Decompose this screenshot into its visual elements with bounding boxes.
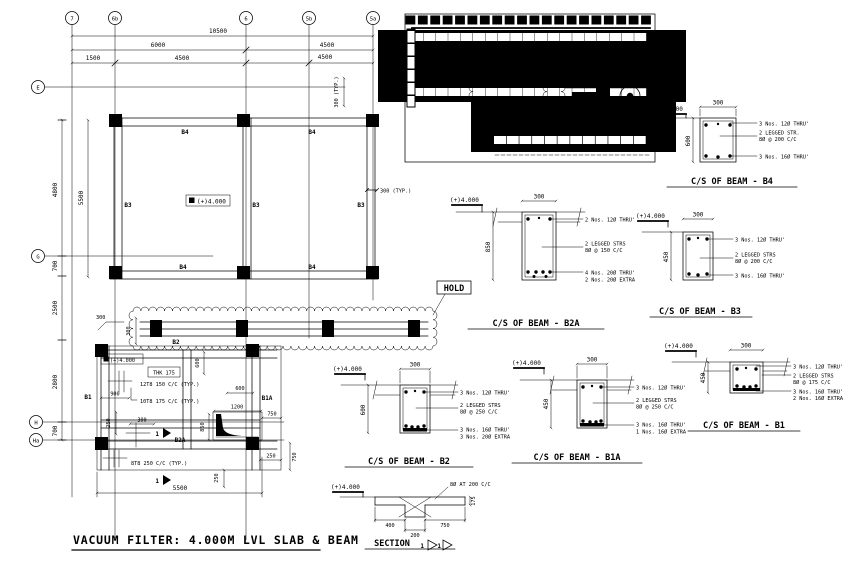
hold-tag: HOLD	[443, 284, 465, 294]
beam-label-b4: B4	[308, 264, 316, 271]
rebar-note-1: 12T8 150 C/C (TYP.)	[140, 382, 200, 388]
beam-label-b2: B2	[172, 339, 180, 346]
dim-1200: 1200	[230, 404, 244, 411]
dim-2800: 2800	[52, 374, 59, 390]
column	[246, 437, 259, 450]
dim-4500-r3a: 4500	[174, 55, 190, 62]
grid-bubble-5b: 5b	[305, 16, 313, 23]
left-dimensions	[52, 120, 88, 440]
dim-4500-r2: 4500	[319, 42, 335, 49]
section-mark-number: 1	[155, 431, 159, 438]
rebar-note: 3 Nos. 16Ø THRU'	[735, 273, 785, 280]
beam-section-b2a	[450, 194, 636, 330]
beam-section-b1	[664, 343, 844, 432]
drawing-title: VACUUM FILTER: 4.000M LVL SLAB & BEAM	[73, 533, 359, 547]
column	[150, 320, 162, 337]
section-title: C/S OF BEAM - B1A	[533, 453, 621, 463]
beam-label-b4: B4	[179, 264, 187, 271]
height-dim: 600	[360, 404, 367, 416]
rebar-note: 3 Nos. 16Ø THRU'	[793, 389, 843, 396]
level-label: (+)4.000	[331, 484, 360, 491]
drawing-title-block	[72, 533, 359, 550]
column	[236, 320, 248, 337]
rebar-note: 3 Nos. 16Ø THRU'	[759, 154, 809, 161]
width-dim: 300	[692, 211, 704, 219]
dim-300-typ-right: 300 (TYP.)	[380, 188, 412, 195]
beam-section-b1a	[512, 357, 687, 464]
stirrup-note: 2 LEGGED STR.	[759, 130, 800, 137]
dim-300b: 300	[126, 326, 132, 336]
stirrup-note-2: 8Ø @ 200 C/C	[759, 137, 797, 143]
level-label: (+)4.000	[333, 366, 362, 373]
width-dim: 300	[533, 193, 545, 201]
dim-4500-r3b: 4500	[317, 54, 333, 61]
section-title: C/S OF BEAM - B4	[691, 177, 773, 187]
column	[366, 114, 379, 127]
dim-900: 900	[110, 391, 120, 398]
beam-section-b2	[333, 362, 511, 468]
column	[408, 320, 420, 337]
section-flag-number: 1	[437, 543, 441, 550]
rebar-note: 3 Nos. 12Ø THRU'	[636, 385, 686, 392]
section-flag	[428, 540, 437, 550]
dim-250c: 250	[214, 473, 220, 483]
rebar-note-extra: 2 Nos. 16Ø EXTRA	[793, 396, 843, 402]
section-title: C/S OF BEAM - B3	[659, 307, 741, 317]
beam-label-b4: B4	[181, 129, 189, 136]
grid-bubble-7: 7	[70, 16, 74, 23]
height-dim: 450	[700, 372, 707, 384]
height-dim: 450	[663, 251, 670, 263]
rebar-note: 3 Nos. 12Ø THRU'	[759, 121, 809, 128]
dim-850: 850	[200, 422, 206, 432]
beam-label-b2a: B2A	[174, 437, 186, 444]
dim-750b: 750	[292, 452, 298, 462]
dim-250a: 250	[106, 418, 112, 428]
rebar-note: 3 Nos. 16Ø THRU'	[636, 422, 686, 429]
column	[366, 266, 379, 279]
beam-label-b1: B1	[84, 394, 92, 401]
beam-section-b4	[654, 100, 809, 188]
beam-section-b3	[636, 212, 785, 318]
dim-700a: 700	[52, 260, 59, 272]
rebar-note: 3 Nos. 12Ø THRU'	[460, 390, 510, 397]
rebar-note: 3 Nos. 12Ø THRU'	[735, 237, 785, 244]
dim-300-typ-5b: 300 (TYP.)	[334, 76, 340, 108]
dim-175: 175	[471, 496, 477, 506]
beam-label-b3: B3	[252, 202, 260, 209]
dim-6000: 6000	[150, 42, 166, 49]
slab-level-label: (+)4.000	[197, 198, 226, 206]
column	[95, 344, 108, 357]
thk-label: THK 175	[153, 370, 175, 377]
section-title: SECTION	[374, 539, 410, 549]
column	[109, 114, 122, 127]
stirrup-note: 2 LEGGED STRS	[793, 373, 834, 380]
section-cut-mark	[163, 475, 171, 485]
rebar-note-extra: 1 Nos. 16Ø EXTRA	[636, 429, 686, 436]
upper-plan-top-dimensions	[72, 28, 373, 108]
rebar-note: 3 Nos. 12Ø THRU'	[793, 364, 843, 371]
dim-5500: 5500	[78, 190, 85, 206]
rebar-note: 4 Nos. 20Ø THRU'	[585, 270, 635, 277]
grid-bubble-g: G	[36, 254, 40, 261]
section-flag	[443, 540, 452, 550]
rebar-note-2: 10T8 175 C/C (TYP.)	[140, 399, 200, 405]
level-label: (+)4.000	[450, 197, 479, 204]
level-label: (+)4.000	[512, 360, 541, 367]
level-label: (+)4.000	[636, 213, 665, 220]
dim-750: 750	[440, 523, 450, 529]
upper-plan	[109, 114, 411, 279]
beam-label-b4: B4	[308, 129, 316, 136]
section-flag-number: 1	[420, 543, 424, 550]
grid-bubble-6b: 6b	[111, 16, 119, 23]
grid-bubble-6: 6	[244, 16, 248, 23]
section-title: C/S OF BEAM - B2A	[492, 319, 580, 329]
column	[109, 266, 122, 279]
dim-10500: 10500	[208, 28, 228, 35]
column	[237, 114, 250, 127]
slab-level-label: (+)4.000	[110, 358, 135, 364]
stirrup-note-2: 8Ø @ 175 C/C	[793, 380, 831, 386]
rebar-note: 3 Nos. 16Ø THRU'	[460, 427, 510, 434]
key-plan-title: KEY PLAN	[492, 107, 524, 115]
dim-600v: 600	[195, 358, 201, 368]
stirrup-note-2: 8Ø @ 250 C/C	[636, 404, 674, 411]
rebar-note-3: 8T8 250 C/C (TYP.)	[131, 461, 188, 467]
height-dim: 450	[543, 398, 550, 410]
beam-label-b3: B3	[124, 202, 132, 209]
column	[95, 437, 108, 450]
dim-5500-lower: 5500	[172, 485, 188, 492]
section-title: C/S OF BEAM - B2	[368, 457, 450, 467]
rebar-note-extra: 2 Nos. 20Ø EXTRA	[585, 277, 635, 284]
level-label: (+)4.000	[654, 106, 683, 113]
beam-label-b1a: B1A	[261, 395, 273, 402]
dim-400: 400	[385, 523, 395, 529]
column	[322, 320, 334, 337]
section-mark-number: 1	[155, 478, 159, 485]
dim-300c: 300	[137, 417, 147, 424]
width-dim: 300	[586, 356, 598, 364]
grid-bubble-ha: Ha	[32, 438, 40, 445]
slab-rebar-note: 8Ø AT 200 C/C	[450, 482, 491, 488]
dim-1500: 1500	[85, 55, 101, 62]
dim-600h: 600	[235, 386, 245, 392]
stirrup-note: 2 LEGGED STRS	[735, 252, 776, 259]
stirrup-note-2: 8Ø @ 200 C/C	[735, 259, 773, 265]
dim-750a: 750	[267, 411, 277, 418]
grid-bubble-e: E	[36, 85, 40, 92]
dim-4800: 4800	[52, 182, 59, 198]
width-dim: 300	[712, 99, 724, 107]
height-dim: 850	[485, 241, 492, 253]
stirrup-note: 2 LEGGED STRS	[636, 398, 677, 404]
stirrup-note-2: 8Ø @ 250 C/C	[460, 409, 498, 416]
width-dim: 300	[409, 361, 421, 369]
width-dim: 300	[740, 342, 752, 350]
dim-300a: 300	[96, 315, 106, 321]
stirrup-note: 2 LEGGED STRS	[460, 403, 501, 409]
key-plan-highlight-tag	[516, 127, 544, 136]
section-title: C/S OF BEAM - B1	[703, 421, 785, 431]
dim-700b: 700	[52, 425, 59, 437]
grid-bubble-5a: 5a	[369, 16, 377, 23]
rebar-note: 2 Nos. 12Ø THRU'	[585, 217, 635, 224]
section-cut-mark	[163, 428, 171, 438]
column	[237, 266, 250, 279]
grid-bubble-h: H	[34, 420, 38, 427]
level-label: (+)4.000	[664, 343, 693, 350]
dim-2500: 2500	[52, 300, 59, 316]
dim-200: 200	[410, 533, 420, 539]
height-dim: 600	[685, 135, 692, 147]
rebar-note-extra: 3 Nos. 20Ø EXTRA	[460, 434, 510, 441]
stirrup-note: 2 LEGGED STRS	[585, 241, 626, 248]
column	[246, 344, 259, 357]
beam-label-b3: B3	[357, 202, 365, 209]
dim-250b: 250	[266, 453, 276, 460]
stirrup-note-2: 8Ø @ 150 C/C	[585, 248, 623, 254]
key-plan	[405, 14, 655, 162]
